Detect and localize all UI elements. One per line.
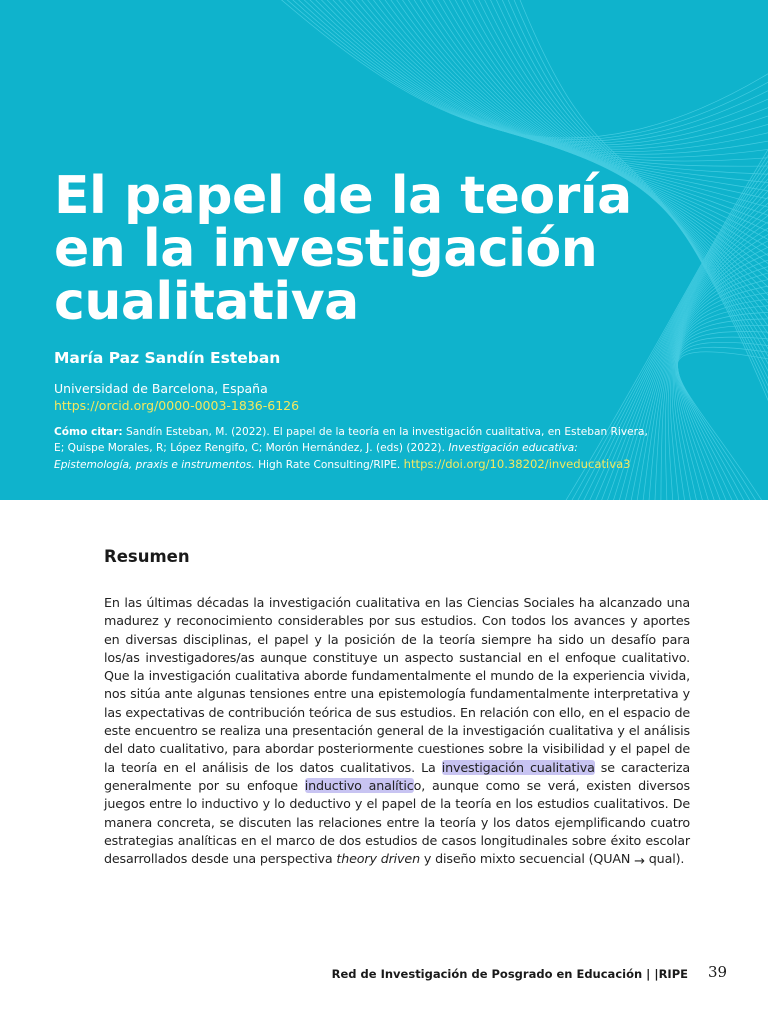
abstract-heading: Resumen xyxy=(104,547,190,566)
wave-line xyxy=(282,0,768,141)
page-number: 39 xyxy=(708,963,728,981)
highlight-investigacion-cualitativa: investigación cualitativa xyxy=(441,759,595,775)
wave-line xyxy=(330,0,768,161)
wave-line xyxy=(677,319,768,500)
header-banner xyxy=(0,0,768,500)
abstract-part-4: y diseño mixto secuencial (QUAN xyxy=(419,851,635,867)
page-title: El papel de la teoría en la investigación cualitativa xyxy=(54,166,632,332)
citation-text: Sandín Esteban, M. (2022). El papel de la teoría en la investigación cualitativa, en Esteban Rivera, E; Quispe Morales, R; López Rengifo, C; Morón Hernández, J. (eds) (2022). xyxy=(54,426,648,454)
author-name: María Paz Sandín Esteban xyxy=(54,349,281,367)
citation-publisher: High Rate Consulting/RIPE. xyxy=(258,459,401,471)
abstract-italic-theory-driven: theory driven xyxy=(336,851,420,867)
arrow-right-icon: → xyxy=(634,854,645,870)
abstract-text xyxy=(104,594,690,868)
abstract-part-3: o, aunque como se verá, existen diversos juegos entre lo inductivo y lo deductivo y el papel de la teoría en los estudios cualitativos. De manera concreta, se discuten las relaciones entre la teoría y los datos ejemplificando cuatro estrategias analíticas en el marco de dos estudios de casos longitudinales sobre éxito escolar desarrollados desde una perspectiva xyxy=(104,777,690,867)
abstract-part-5: qual). xyxy=(644,851,685,867)
citation-book-title: Investigación educativa: Epistemología, praxis e instrumentos. xyxy=(54,442,578,471)
citation-block xyxy=(54,424,650,473)
citation-label: Cómo citar: xyxy=(54,426,123,438)
doi-link[interactable]: https://doi.org/10.38202/inveducativa3 xyxy=(403,457,631,471)
journal-footer: Red de Investigación de Posgrado en Educación | |RIPE xyxy=(331,967,688,981)
highlight-inductivo-analitico: inductivo analític xyxy=(304,777,414,793)
abstract-part-1: En las últimas décadas la investigación cualitativa en las Ciencias Sociales ha alcanzado una madurez y reconocimiento considerables por sus estudios. Con todos los avances y aportes en diversas disciplinas, el papel y la posición de la teoría siempre ha sido un desafío para los/as investigadores/as aunque constituye un aspecto sustancial en el enfoque cualitativo. Que la investigación cualitativa aborde fundamentalmente el mundo de la experiencia vivida, nos sitúa ante algunas tensiones entre una epistemología fundamentalmente interpretativa y las expectativas de contribución teórica de sus estudios. En relación con ello, en el espacio de este encuentro se realiza una presentación general de la investigación cualitativa y el análisis del dato cualitativo, para abordar posteriormente cuestiones sobre la visibilidad y el papel de la teoría en el análisis de los datos cualitativos. La xyxy=(104,595,690,775)
wave-line xyxy=(270,0,768,138)
wave-line xyxy=(677,352,768,500)
abstract-part-2: se caracteriza generalmente por su enfoque xyxy=(104,759,690,793)
affiliation: Universidad de Barcelona, España xyxy=(54,381,268,396)
orcid-link[interactable]: https://orcid.org/0000-0003-1836-6126 xyxy=(54,398,300,413)
